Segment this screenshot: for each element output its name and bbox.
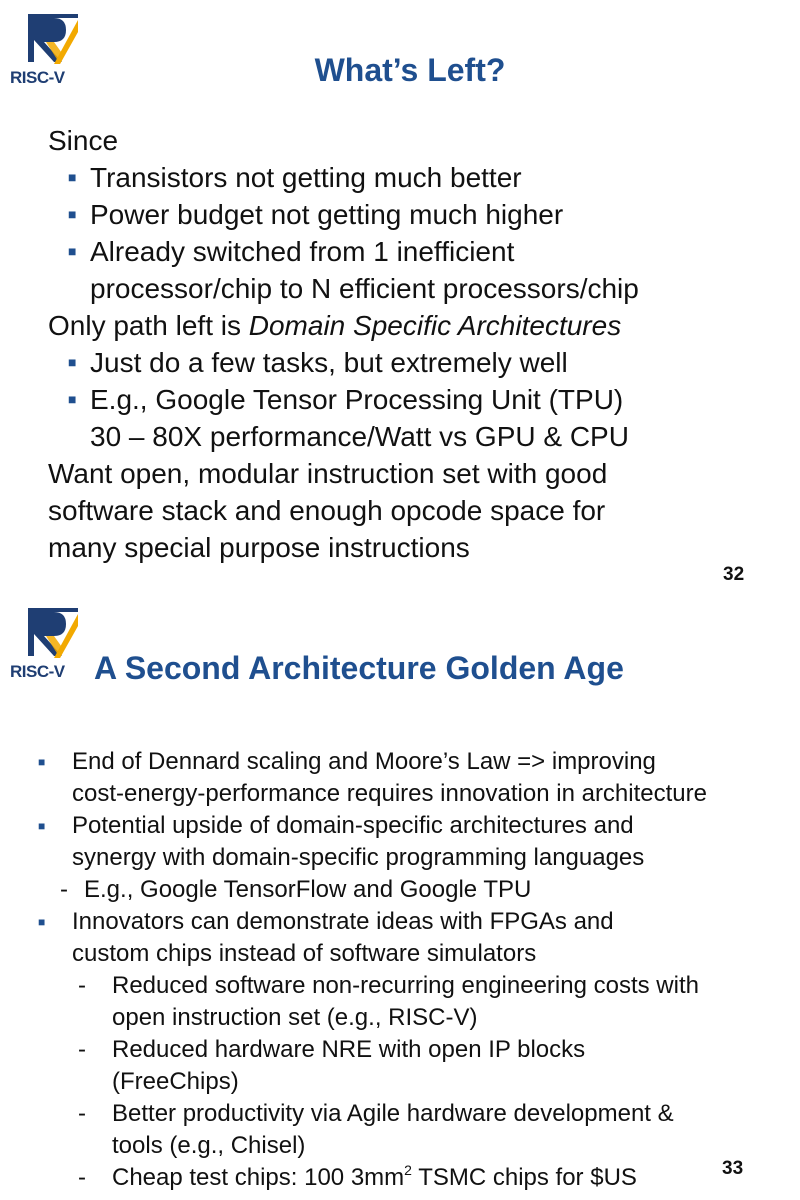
bullet-text: Transistors not getting much better [90, 162, 522, 193]
sub-bullet-continuation: open instruction set (e.g., RISC-V) [112, 1004, 478, 1031]
bullet-item [48, 233, 768, 270]
bullet-continuation: 30 – 80X performance/Watt vs GPU & CPU [90, 421, 629, 452]
bullet-text: Potential upside of domain-specific architectures and [72, 812, 634, 839]
superscript: 2 [404, 1162, 412, 1178]
square-bullet-icon: ■ [68, 354, 77, 370]
square-bullet-icon: ■ [68, 169, 77, 185]
square-bullet-icon: ■ [68, 206, 77, 222]
square-bullet-icon: ■ [68, 243, 77, 259]
sub-bullet-item [30, 1034, 790, 1066]
sub-bullet-text: Cheap test chips: 100 3mm [112, 1164, 405, 1191]
dash-bullet-icon: - [78, 1036, 86, 1063]
body-line: Want open, modular instruction set with good [48, 458, 608, 489]
risc-v-logo [10, 606, 90, 684]
sub-bullet-text: Better productivity via Agile hardware development & [112, 1100, 674, 1127]
bullet-item [30, 906, 790, 938]
body-line: Since [48, 125, 119, 156]
bullet-item [48, 159, 768, 196]
body-line: many special purpose instructions [48, 532, 470, 563]
bullet-continuation: synergy with domain-specific programming languages [72, 844, 645, 871]
bullet-text: Power budget not getting much higher [90, 199, 564, 230]
sub-bullet-text: Reduced software non-recurring engineering costs with [112, 972, 699, 999]
sub-bullet-item [30, 874, 790, 906]
logo-text: RISC-V [10, 662, 65, 681]
dash-bullet-icon: - [78, 972, 86, 999]
slide-33 [0, 596, 800, 1200]
sub-bullet-text: E.g., Google TensorFlow and Google TPU [84, 876, 532, 903]
bullet-text: End of Dennard scaling and Moore’s Law => improving [72, 748, 656, 775]
square-bullet-icon: ■ [38, 915, 46, 929]
page-number: 32 [723, 564, 745, 585]
body-line: software stack and enough opcode space for [48, 495, 606, 526]
slide-body [48, 122, 768, 566]
sub-bullet-continuation: tools (e.g., Chisel) [112, 1132, 306, 1159]
square-bullet-icon: ■ [38, 755, 46, 769]
body-line [48, 307, 768, 344]
slide-body [30, 746, 790, 1194]
emphasis-text: Domain Specific Architectures [248, 310, 622, 341]
bullet-continuation: cost-energy-performance requires innovation in architecture [72, 780, 707, 807]
slide-title: What’s Left? [314, 52, 506, 88]
body-text: Only path left is [48, 310, 249, 341]
bullet-text: Already switched from 1 inefficient [90, 236, 515, 267]
bullet-continuation: processor/chip to N efficient processors/chip [90, 273, 639, 304]
bullet-item [48, 344, 768, 381]
sub-bullet-text-suffix: TSMC chips for $US [411, 1164, 637, 1191]
dash-bullet-icon: - [60, 876, 68, 903]
bullet-item [30, 810, 790, 842]
sub-bullet-text: Reduced hardware NRE with open IP blocks [112, 1036, 586, 1063]
sub-bullet-item [30, 1162, 790, 1194]
square-bullet-icon: ■ [38, 819, 46, 833]
page-number: 33 [722, 1158, 744, 1179]
sub-bullet-item [30, 970, 790, 1002]
bullet-text: Just do a few tasks, but extremely well [90, 347, 568, 378]
square-bullet-icon: ■ [68, 391, 77, 407]
bullet-continuation: custom chips instead of software simulators [72, 940, 537, 967]
slide-title: A Second Architecture Golden Age [94, 650, 624, 686]
logo-text: RISC-V [10, 68, 65, 87]
bullet-text: E.g., Google Tensor Processing Unit (TPU) [90, 384, 624, 415]
bullet-item [48, 381, 768, 418]
dash-bullet-icon: - [78, 1164, 86, 1191]
bullet-item [48, 196, 768, 233]
bullet-text: Innovators can demonstrate ideas with FPGAs and [72, 908, 614, 935]
dash-bullet-icon: - [78, 1100, 86, 1127]
sub-bullet-item [30, 1098, 790, 1130]
slide-32 [0, 0, 800, 590]
risc-v-logo-icon [24, 606, 80, 662]
sub-bullet-continuation: (FreeChips) [112, 1068, 239, 1095]
bullet-item [30, 746, 790, 778]
